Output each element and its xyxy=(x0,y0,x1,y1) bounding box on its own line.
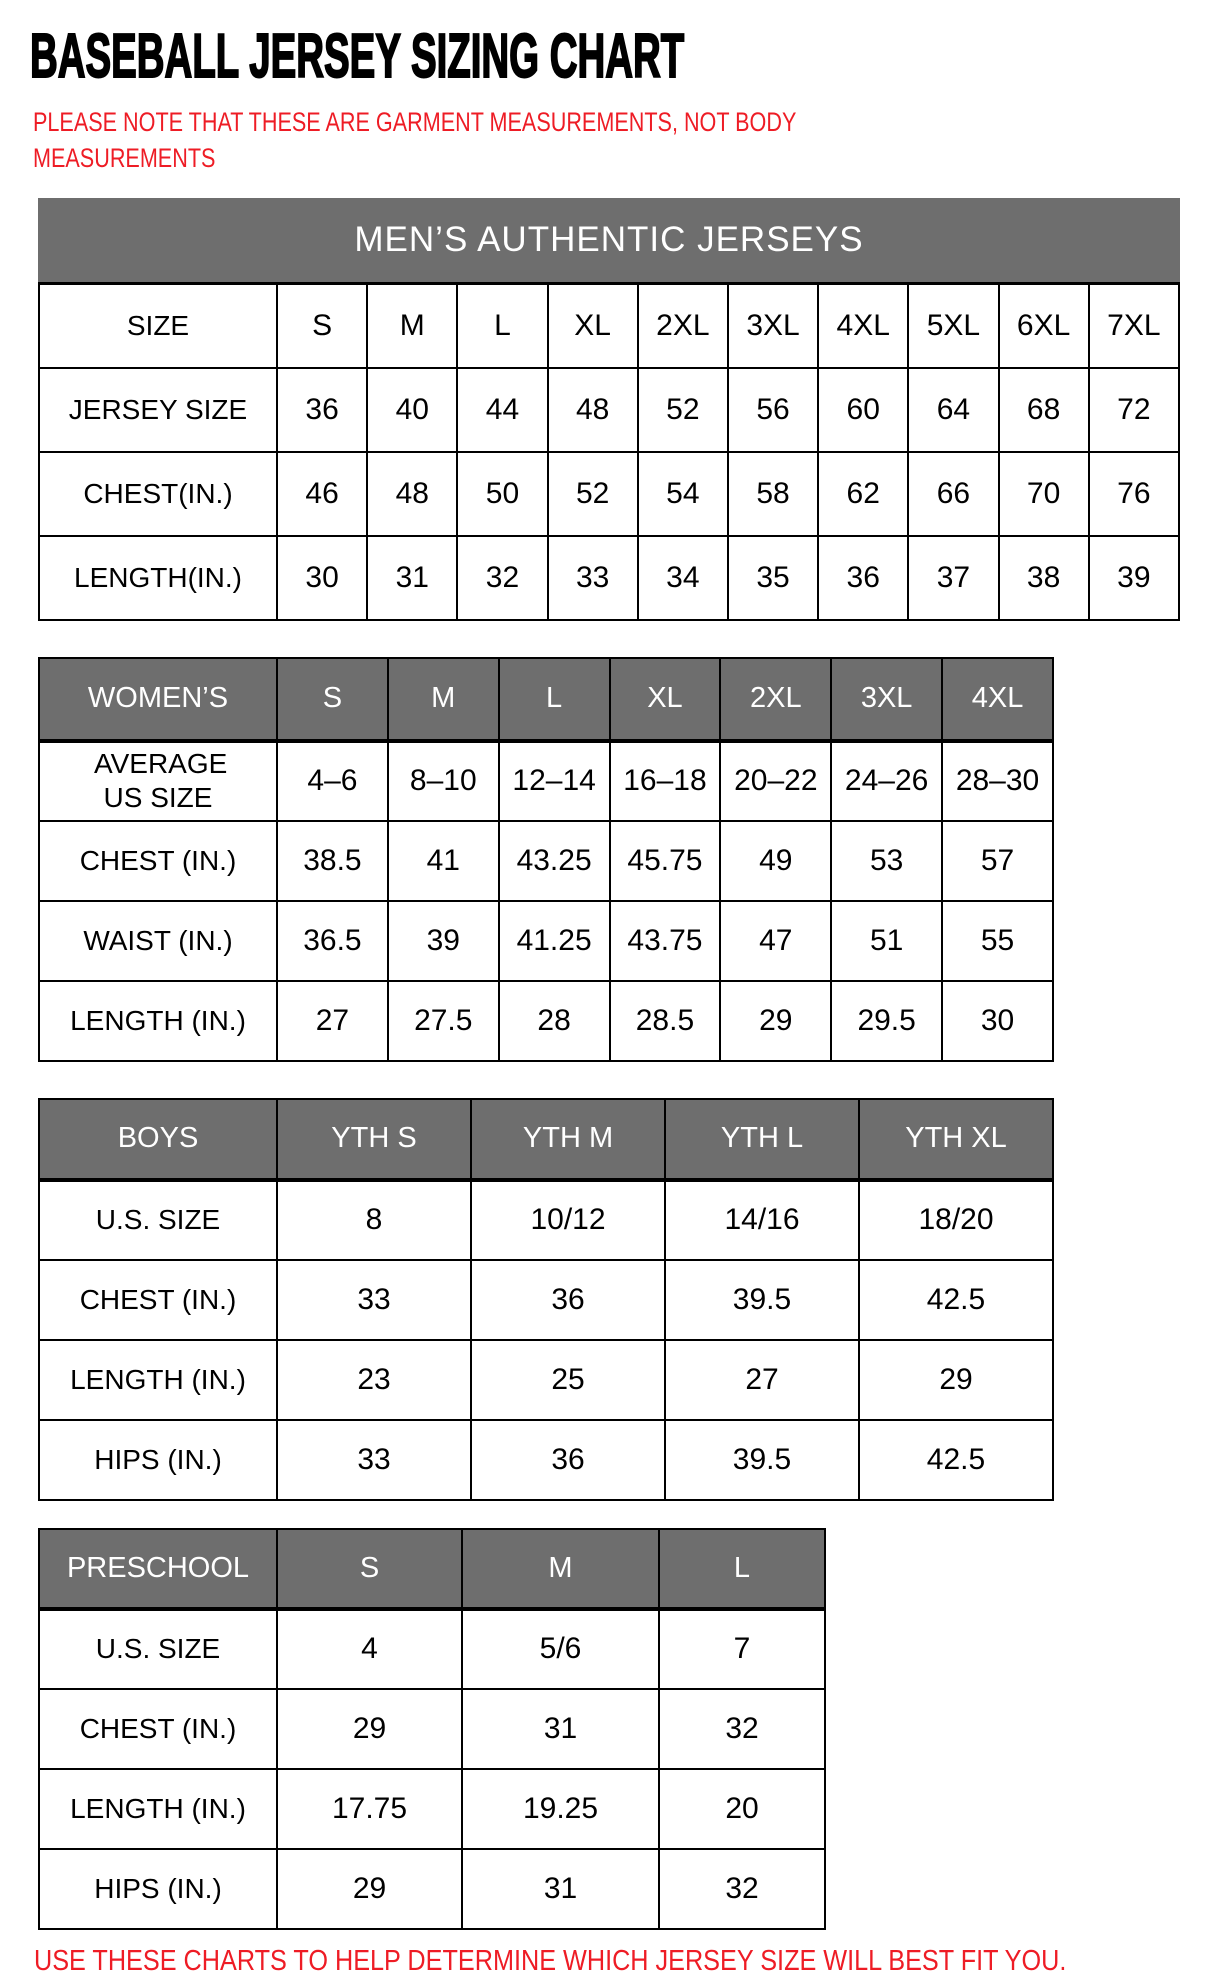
womens-value-cell: 47 xyxy=(720,901,831,981)
mens-value-cell: 66 xyxy=(908,452,998,536)
womens-size-header-cell: WOMEN’S xyxy=(39,658,277,741)
womens-row-label: AVERAGE US SIZE xyxy=(39,741,277,821)
mens-value-cell: 32 xyxy=(457,536,547,620)
mens-row-label: CHEST(IN.) xyxy=(39,452,277,536)
mens-sizing-table xyxy=(38,282,1220,621)
mens-section xyxy=(38,198,1220,621)
preschool-sizing-table xyxy=(38,1528,1220,1930)
mens-row xyxy=(39,284,1179,368)
preschool-row xyxy=(39,1849,825,1929)
preschool-size-header-cell: PRESCHOOL xyxy=(39,1529,277,1609)
preschool-value-cell: 17.75 xyxy=(277,1769,462,1849)
preschool-row xyxy=(39,1769,825,1849)
boys-value-cell: 8 xyxy=(277,1180,471,1260)
womens-value-cell: 36.5 xyxy=(277,901,388,981)
womens-value-cell: 39 xyxy=(388,901,499,981)
mens-value-cell: 33 xyxy=(548,536,638,620)
womens-row xyxy=(39,741,1053,821)
boys-size-header-cell: BOYS xyxy=(39,1099,277,1180)
womens-size-header-cell: S xyxy=(277,658,388,741)
boys-size-header-cell: YTH XL xyxy=(859,1099,1053,1180)
boys-row xyxy=(39,1420,1053,1500)
boys-row xyxy=(39,1260,1053,1340)
boys-value-cell: 23 xyxy=(277,1340,471,1420)
boys-value-cell: 42.5 xyxy=(859,1420,1053,1500)
womens-row xyxy=(39,821,1053,901)
mens-value-cell: 36 xyxy=(818,536,908,620)
mens-row-label: LENGTH(IN.) xyxy=(39,536,277,620)
mens-grid xyxy=(38,282,1180,621)
womens-value-cell: 55 xyxy=(942,901,1053,981)
boys-value-cell: 10/12 xyxy=(471,1180,665,1260)
womens-size-header-cell: M xyxy=(388,658,499,741)
womens-value-cell: 28 xyxy=(499,981,610,1061)
mens-value-cell: 62 xyxy=(818,452,908,536)
boys-value-cell: 25 xyxy=(471,1340,665,1420)
mens-value-cell: 68 xyxy=(999,368,1089,452)
womens-value-cell: 38.5 xyxy=(277,821,388,901)
preschool-section xyxy=(38,1528,1220,1930)
womens-row-label: LENGTH (IN.) xyxy=(39,981,277,1061)
womens-value-cell: 28–30 xyxy=(942,741,1053,821)
womens-value-cell: 30 xyxy=(942,981,1053,1061)
womens-value-cell: 43.25 xyxy=(499,821,610,901)
preschool-value-cell: 31 xyxy=(462,1849,659,1929)
mens-value-cell: 72 xyxy=(1089,368,1179,452)
fit-advice-footer: USE THESE CHARTS TO HELP DETERMINE WHICH JERSEY SIZE WILL BEST FIT YOU. xyxy=(34,1944,1067,1974)
mens-value-cell: L xyxy=(457,284,547,368)
womens-size-header-cell: XL xyxy=(610,658,721,741)
womens-value-cell: 27.5 xyxy=(388,981,499,1061)
preschool-value-cell: 7 xyxy=(659,1609,825,1689)
mens-value-cell: M xyxy=(367,284,457,368)
mens-row-label: JERSEY SIZE xyxy=(39,368,277,452)
womens-value-cell: 27 xyxy=(277,981,388,1061)
mens-value-cell: 35 xyxy=(728,536,818,620)
womens-row-label: CHEST (IN.) xyxy=(39,821,277,901)
preschool-value-cell: 32 xyxy=(659,1689,825,1769)
womens-sizing-table xyxy=(38,657,1220,1062)
womens-value-cell: 8–10 xyxy=(388,741,499,821)
preschool-value-cell: 31 xyxy=(462,1689,659,1769)
mens-value-cell: 37 xyxy=(908,536,998,620)
preschool-value-cell: 5/6 xyxy=(462,1609,659,1689)
womens-value-cell: 49 xyxy=(720,821,831,901)
boys-size-header-cell: YTH S xyxy=(277,1099,471,1180)
preschool-value-cell: 29 xyxy=(277,1689,462,1769)
mens-value-cell: 30 xyxy=(277,536,367,620)
womens-grid xyxy=(38,657,1054,1062)
womens-value-cell: 41 xyxy=(388,821,499,901)
mens-value-cell: 3XL xyxy=(728,284,818,368)
boys-value-cell: 39.5 xyxy=(665,1420,859,1500)
boys-row-label: CHEST (IN.) xyxy=(39,1260,277,1340)
womens-size-header-cell: 4XL xyxy=(942,658,1053,741)
mens-value-cell: 52 xyxy=(638,368,728,452)
mens-row-label: SIZE xyxy=(39,284,277,368)
womens-value-cell: 16–18 xyxy=(610,741,721,821)
womens-value-cell: 57 xyxy=(942,821,1053,901)
womens-size-header-cell: L xyxy=(499,658,610,741)
womens-value-cell: 41.25 xyxy=(499,901,610,981)
mens-value-cell: 48 xyxy=(548,368,638,452)
womens-size-header-cell: 3XL xyxy=(831,658,942,741)
boys-value-cell: 33 xyxy=(277,1260,471,1340)
womens-value-cell: 45.75 xyxy=(610,821,721,901)
mens-value-cell: 76 xyxy=(1089,452,1179,536)
mens-value-cell: 60 xyxy=(818,368,908,452)
preschool-value-cell: 29 xyxy=(277,1849,462,1929)
mens-value-cell: 48 xyxy=(367,452,457,536)
preschool-row-label: U.S. SIZE xyxy=(39,1609,277,1689)
preschool-size-header-cell: M xyxy=(462,1529,659,1609)
mens-value-cell: 5XL xyxy=(908,284,998,368)
boys-value-cell: 33 xyxy=(277,1420,471,1500)
womens-value-cell: 43.75 xyxy=(610,901,721,981)
mens-value-cell: 38 xyxy=(999,536,1089,620)
womens-row-label: WAIST (IN.) xyxy=(39,901,277,981)
boys-value-cell: 14/16 xyxy=(665,1180,859,1260)
mens-value-cell: 39 xyxy=(1089,536,1179,620)
mens-value-cell: 64 xyxy=(908,368,998,452)
boys-row xyxy=(39,1340,1053,1420)
mens-value-cell: 52 xyxy=(548,452,638,536)
mens-value-cell: 70 xyxy=(999,452,1089,536)
boys-row-label: U.S. SIZE xyxy=(39,1180,277,1260)
mens-value-cell: S xyxy=(277,284,367,368)
womens-value-cell: 24–26 xyxy=(831,741,942,821)
mens-row xyxy=(39,452,1179,536)
mens-value-cell: 7XL xyxy=(1089,284,1179,368)
womens-value-cell: 29 xyxy=(720,981,831,1061)
preschool-size-header-cell: S xyxy=(277,1529,462,1609)
preschool-grid xyxy=(38,1528,826,1930)
boys-row xyxy=(39,1180,1053,1260)
mens-value-cell: 31 xyxy=(367,536,457,620)
garment-measurement-note: PLEASE NOTE THAT THESE ARE GARMENT MEASUREMENTS, NOT BODY MEASUREMENTS xyxy=(33,107,796,173)
mens-value-cell: 56 xyxy=(728,368,818,452)
preschool-row-label: LENGTH (IN.) xyxy=(39,1769,277,1849)
mens-value-cell: XL xyxy=(548,284,638,368)
boys-row-label: LENGTH (IN.) xyxy=(39,1340,277,1420)
boys-size-header-cell: YTH M xyxy=(471,1099,665,1180)
mens-value-cell: 2XL xyxy=(638,284,728,368)
mens-table-banner: MEN’S AUTHENTIC JERSEYS xyxy=(38,198,1180,282)
preschool-value-cell: 20 xyxy=(659,1769,825,1849)
mens-value-cell: 34 xyxy=(638,536,728,620)
preschool-value-cell: 4 xyxy=(277,1609,462,1689)
mens-value-cell: 44 xyxy=(457,368,547,452)
boys-size-header-cell: YTH L xyxy=(665,1099,859,1180)
mens-row xyxy=(39,368,1179,452)
mens-value-cell: 58 xyxy=(728,452,818,536)
boys-value-cell: 29 xyxy=(859,1340,1053,1420)
preschool-row-label: CHEST (IN.) xyxy=(39,1689,277,1769)
boys-value-cell: 36 xyxy=(471,1260,665,1340)
boys-header-row xyxy=(39,1099,1053,1180)
boys-value-cell: 39.5 xyxy=(665,1260,859,1340)
preschool-row xyxy=(39,1609,825,1689)
womens-size-header-cell: 2XL xyxy=(720,658,831,741)
boys-value-cell: 27 xyxy=(665,1340,859,1420)
mens-value-cell: 36 xyxy=(277,368,367,452)
womens-value-cell: 4–6 xyxy=(277,741,388,821)
preschool-row xyxy=(39,1689,825,1769)
womens-value-cell: 53 xyxy=(831,821,942,901)
womens-value-cell: 51 xyxy=(831,901,942,981)
boys-value-cell: 42.5 xyxy=(859,1260,1053,1340)
womens-section xyxy=(38,657,1220,1062)
page-title: BASEBALL JERSEY SIZING CHART xyxy=(30,22,685,91)
boys-value-cell: 36 xyxy=(471,1420,665,1500)
mens-value-cell: 6XL xyxy=(999,284,1089,368)
mens-value-cell: 4XL xyxy=(818,284,908,368)
womens-value-cell: 29.5 xyxy=(831,981,942,1061)
womens-header-row xyxy=(39,658,1053,741)
boys-section xyxy=(38,1098,1220,1501)
mens-value-cell: 50 xyxy=(457,452,547,536)
mens-value-cell: 54 xyxy=(638,452,728,536)
womens-row xyxy=(39,981,1053,1061)
boys-row-label: HIPS (IN.) xyxy=(39,1420,277,1500)
womens-value-cell: 28.5 xyxy=(610,981,721,1061)
preschool-value-cell: 19.25 xyxy=(462,1769,659,1849)
mens-value-cell: 46 xyxy=(277,452,367,536)
boys-sizing-table xyxy=(38,1098,1220,1501)
mens-value-cell: 40 xyxy=(367,368,457,452)
boys-grid xyxy=(38,1098,1054,1501)
boys-value-cell: 18/20 xyxy=(859,1180,1053,1260)
preschool-value-cell: 32 xyxy=(659,1849,825,1929)
mens-row xyxy=(39,536,1179,620)
womens-value-cell: 20–22 xyxy=(720,741,831,821)
preschool-row-label: HIPS (IN.) xyxy=(39,1849,277,1929)
preschool-header-row xyxy=(39,1529,825,1609)
preschool-size-header-cell: L xyxy=(659,1529,825,1609)
womens-value-cell: 12–14 xyxy=(499,741,610,821)
womens-row xyxy=(39,901,1053,981)
